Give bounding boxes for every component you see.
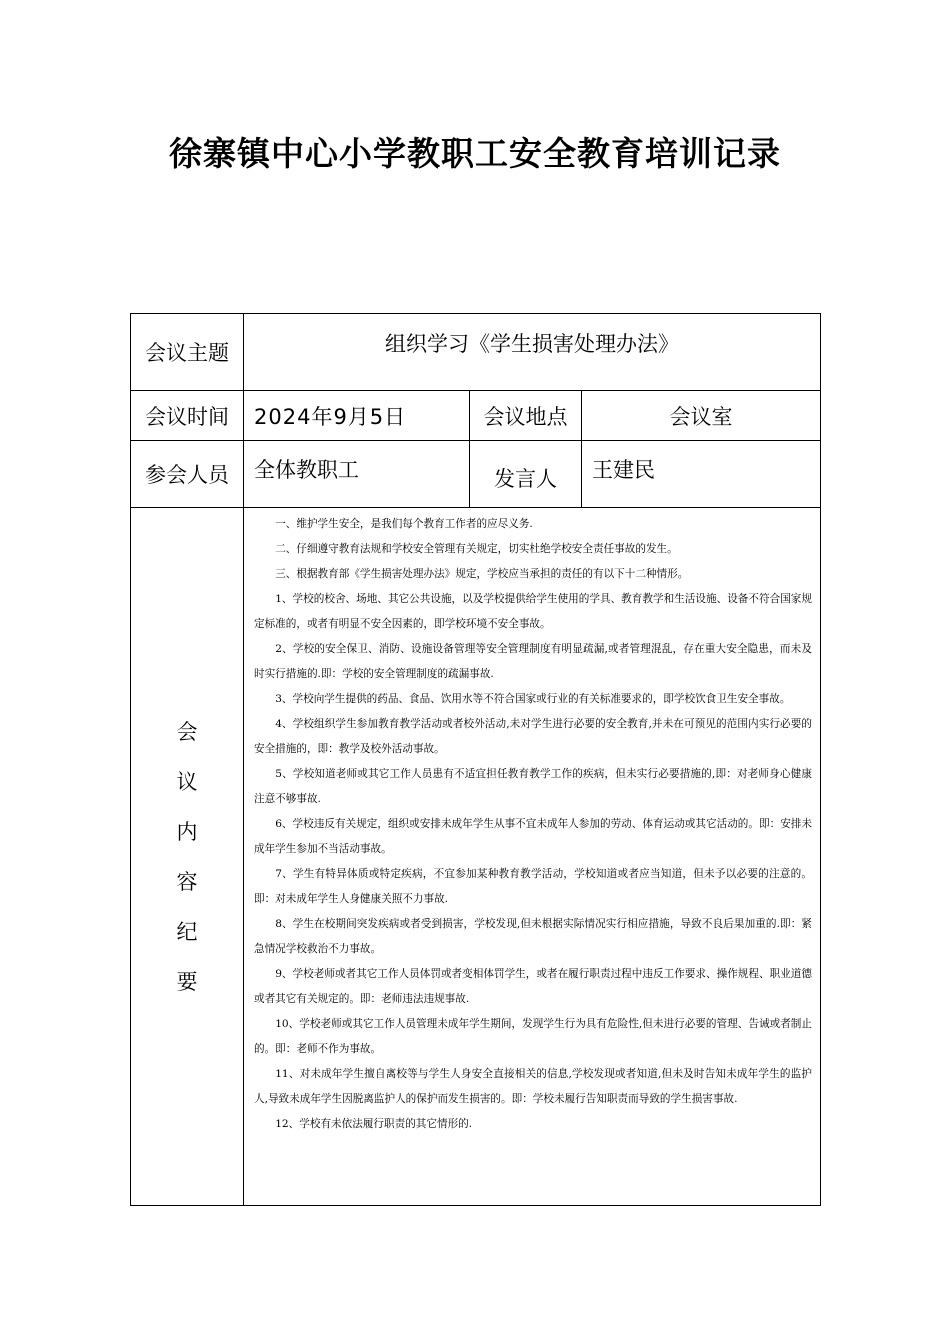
attendees-value: 全体教职工 [244,441,470,508]
content-label-char: 容 [176,869,198,894]
minutes-paragraph: 6、学校违反有关规定，组织或安排未成年学生从事不宜未成年人参加的劳动、体育运动或其它活动的。即：安排未成年学生参加不当活动事故。 [254,818,813,855]
content-label-char: 纪 [176,919,198,944]
time-label: 会议时间 [131,391,244,441]
minutes-paragraph: 9、学校老师或者其它工作人员体罚或者变相体罚学生，或者在履行职责过程中违反工作要求、操作规程、职业道德或者其它有关规定的。即：老师违法违规事故. [254,968,813,1005]
minutes-paragraph: 5、学校知道老师或其它工作人员患有不适宜担任教育教学工作的疾病，但未实行必要措施的,即：对老师身心健康注意不够事故. [254,768,813,805]
content-label [131,508,244,1206]
minutes-paragraph: 11、对未成年学生擅自离校等与学生人身安全直接相关的信息,学校发现或者知道,但未及时告知未成年学生的监护人,导致未成年学生因脱离监护人的保护而发生损害的。即：学校未履行告知职责而导致的学生损害事故. [254,1068,813,1105]
content-label-char: 要 [176,969,198,994]
content-label-char: 内 [176,819,198,844]
minutes-paragraph: 7、学生有特异体质或特定疾病，不宜参加某种教育教学活动，学校知道或者应当知道，但未予以必要的注意的。即：对未成年学生人身健康关照不力事故. [254,868,813,905]
minutes-paragraph: 1、学校的校舍、场地、其它公共设施，以及学校提供给学生使用的学具、教育教学和生活设施、设备不符合国家规定标准的，或者有明显不安全因素的，即学校环境不安全事故。 [254,593,813,630]
attendees-speaker-row [131,441,821,508]
minutes-paragraph: 10、学校老师或其它工作人员管理未成年学生期间，发现学生行为具有危险性,但未进行必要的管理、告诫或者制止的。即：老师不作为事故。 [254,1018,813,1055]
speaker-value: 王建民 [582,441,821,508]
minutes-paragraph: 8、学生在校期间突发疾病或者受到损害，学校发现,但未根据实际情况实行相应措施，导致不良后果加重的.即：紧急情况学校救治不力事故。 [254,918,813,955]
minutes-paragraph: 3、学校向学生提供的药品、食品、饮用水等不符合国家或行业的有关标准要求的，即学校饮食卫生安全事故。 [275,693,791,705]
attendees-label: 参会人员 [131,441,244,508]
topic-label: 会议主题 [131,314,244,391]
meeting-record-table [130,313,821,1206]
content-label-char: 会 [176,719,198,744]
minutes-paragraph: 4、学校组织学生参加教育教学活动或者校外活动,未对学生进行必要的安全教育,并未在可预见的范围内实行必要的安全措施的，即：教学及校外活动事故。 [254,718,813,755]
topic-value: 组织学习《学生损害处理办法》 [244,314,821,391]
content-label-char: 议 [176,769,198,794]
document-title: 徐寨镇中心小学教职工安全教育培训记录 [169,134,781,173]
minutes-paragraph: 二、仔细遵守教育法规和学校安全管理有关规定，切实杜绝学校安全责任事故的发生。 [275,543,678,555]
meeting-minutes [244,508,821,1206]
minutes-paragraph: 2、学校的安全保卫、消防、设施设备管理等安全管理制度有明显疏漏,或者管理混乱，存在重大安全隐患，而未及时实行措施的.即：学校的安全管理制度的疏漏事故. [254,643,813,680]
speaker-label: 发言人 [470,441,582,508]
minutes-paragraph: 一、维护学生安全，是我们每个教育工作者的应尽义务. [275,518,533,530]
content-row [131,508,821,1206]
place-label: 会议地点 [470,391,582,441]
topic-row [131,314,821,391]
time-value: 2024年9月5日 [244,391,470,441]
time-place-row [131,391,821,441]
place-value: 会议室 [582,391,821,441]
minutes-paragraph: 12、学校有未依法履行职责的其它情形的. [275,1118,473,1130]
minutes-paragraph: 三、根据教育部《学生损害处理办法》规定，学校应当承担的责任的有以下十二种情形。 [275,568,689,580]
